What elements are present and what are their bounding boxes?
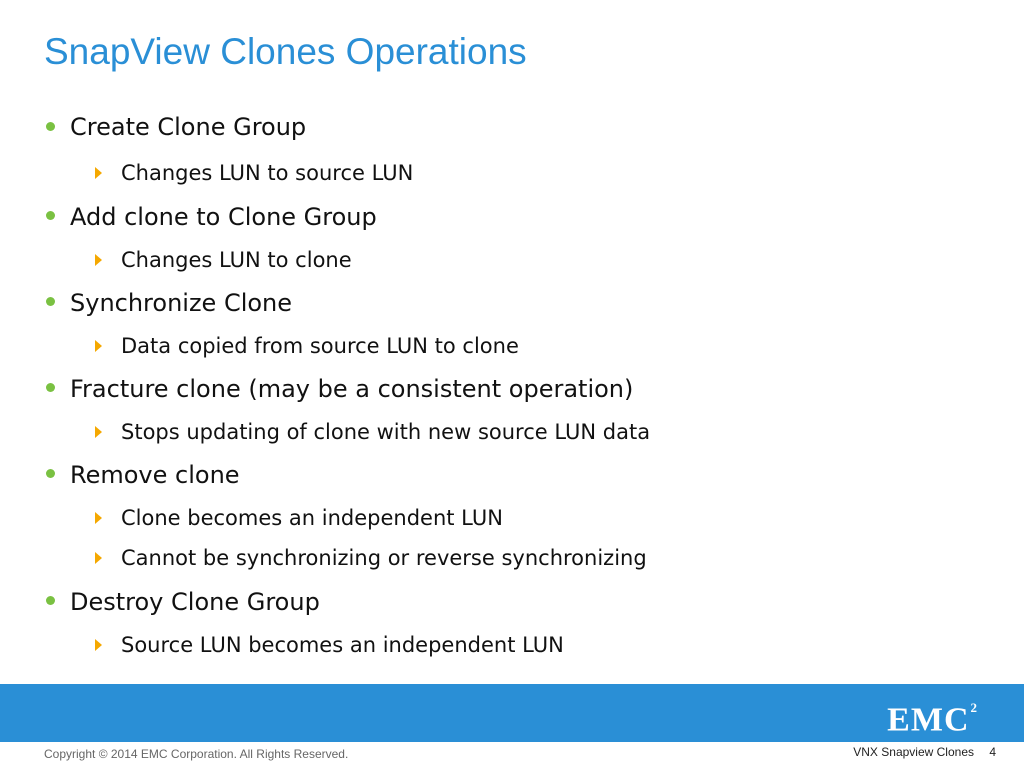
sub-bullet-arrow-icon bbox=[95, 254, 102, 266]
footer-band bbox=[0, 684, 1024, 742]
sub-bullet-item: Clone becomes an independent LUN bbox=[121, 506, 503, 530]
bullet-dot-icon bbox=[46, 122, 55, 131]
bullet-item: Remove clone bbox=[70, 461, 240, 489]
logo-superscript: 2 bbox=[970, 700, 978, 715]
sub-bullet-arrow-icon bbox=[95, 167, 102, 179]
sub-bullet-arrow-icon bbox=[95, 340, 102, 352]
sub-bullet-arrow-icon bbox=[95, 552, 102, 564]
sub-bullet-item: Cannot be synchronizing or reverse synchronizing bbox=[121, 546, 647, 570]
sub-bullet-item: Changes LUN to clone bbox=[121, 248, 352, 272]
bullet-item: Create Clone Group bbox=[70, 113, 307, 141]
sub-bullet-arrow-icon bbox=[95, 639, 102, 651]
bullet-item: Synchronize Clone bbox=[70, 289, 293, 317]
bullet-dot-icon bbox=[46, 297, 55, 306]
bullet-dot-icon bbox=[46, 211, 55, 220]
page-number: 4 bbox=[989, 745, 996, 759]
deck-title: VNX Snapview Clones bbox=[853, 745, 974, 759]
bullet-item: Destroy Clone Group bbox=[70, 588, 320, 616]
bullet-item: Add clone to Clone Group bbox=[70, 203, 377, 231]
emc-logo bbox=[887, 694, 978, 740]
bullet-dot-icon bbox=[46, 596, 55, 605]
bullet-dot-icon bbox=[46, 469, 55, 478]
logo-text: EMC bbox=[887, 701, 970, 739]
sub-bullet-arrow-icon bbox=[95, 512, 102, 524]
bullet-dot-icon bbox=[46, 383, 55, 392]
sub-bullet-item: Stops updating of clone with new source LUN data bbox=[121, 420, 651, 444]
copyright-text: Copyright © 2014 EMC Corporation. All Rights Reserved. bbox=[44, 747, 349, 761]
slide-title: SnapView Clones Operations bbox=[44, 31, 527, 72]
bullet-item: Fracture clone (may be a consistent operation) bbox=[70, 375, 634, 403]
sub-bullet-item: Changes LUN to source LUN bbox=[121, 161, 414, 185]
sub-bullet-item: Source LUN becomes an independent LUN bbox=[121, 633, 564, 657]
sub-bullet-arrow-icon bbox=[95, 426, 102, 438]
sub-bullet-item: Data copied from source LUN to clone bbox=[121, 334, 519, 358]
